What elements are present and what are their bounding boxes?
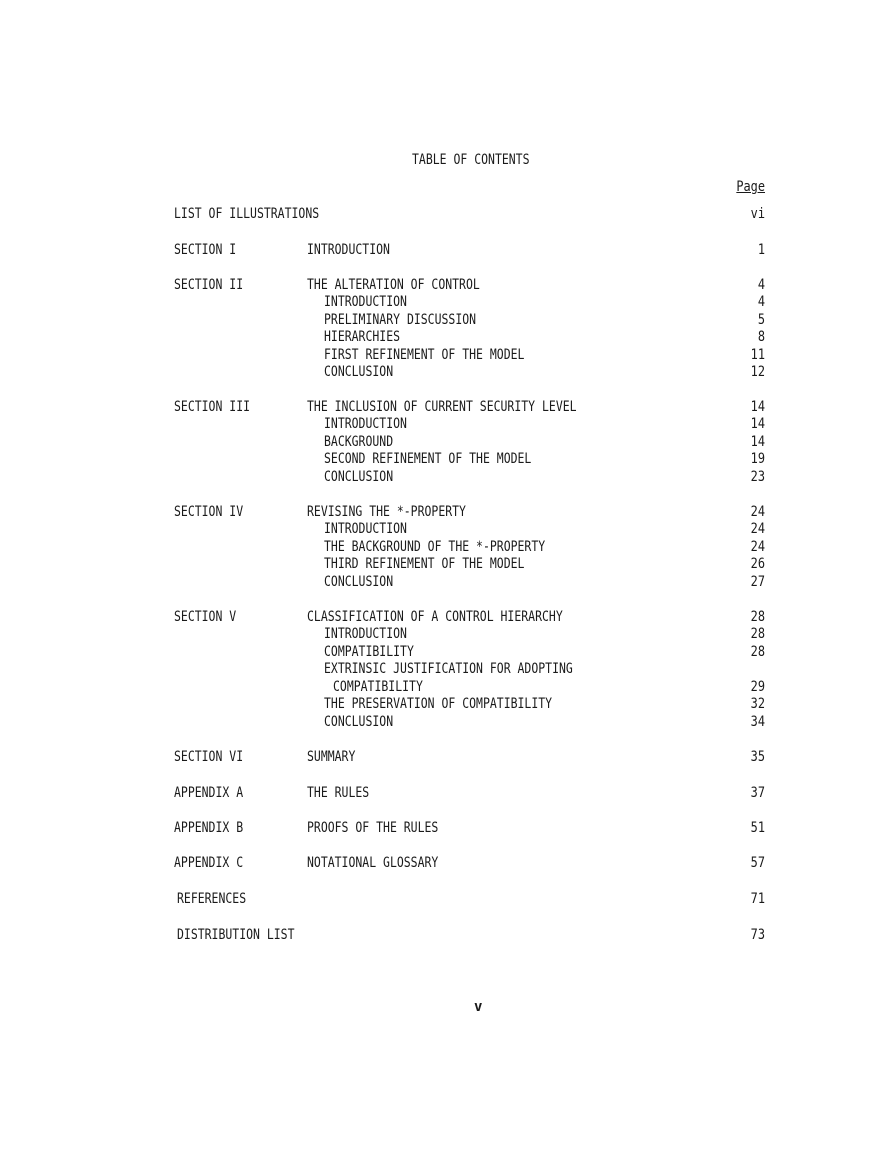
section-title: SUMMARY	[307, 749, 356, 765]
subsection-title: SECOND REFINEMENT OF THE MODEL	[324, 451, 532, 467]
subsection-title: THE BACKGROUND OF THE *-PROPERTY	[324, 539, 546, 555]
subsection-page: 24	[750, 539, 765, 555]
page-number: v	[474, 999, 483, 1015]
page-title: TABLE OF CONTENTS	[412, 152, 530, 168]
subsection-title: PRELIMINARY DISCUSSION	[324, 312, 477, 328]
toc-entry-page: 71	[750, 891, 765, 907]
section-page: 28	[750, 609, 765, 625]
subsection-page: 27	[750, 574, 765, 590]
subsection-page: 23	[750, 469, 765, 485]
appendix-label: APPENDIX C	[174, 855, 244, 871]
subsection-title: CONCLUSION	[324, 364, 394, 380]
subsection-title: HIERARCHIES	[324, 329, 401, 345]
subsection-page: 12	[750, 364, 765, 380]
appendix-title: PROOFS OF THE RULES	[307, 820, 439, 836]
subsection-page: 11	[750, 347, 765, 363]
subsection-title: INTRODUCTION	[324, 626, 407, 642]
appendix-title: THE RULES	[307, 785, 370, 801]
section-title: THE ALTERATION OF CONTROL	[307, 277, 480, 293]
toc-entry-page: vi	[750, 206, 765, 222]
appendix-title: NOTATIONAL GLOSSARY	[307, 855, 439, 871]
section-title: THE INCLUSION OF CURRENT SECURITY LEVEL	[307, 399, 577, 415]
section-label: SECTION IV	[174, 504, 244, 520]
appendix-label: APPENDIX A	[174, 785, 244, 801]
section-page: 35	[750, 749, 765, 765]
section-title: REVISING THE *-PROPERTY	[307, 504, 466, 520]
section-page: 24	[750, 504, 765, 520]
subsection-page: 19	[750, 451, 765, 467]
subsection-page: 14	[750, 416, 765, 432]
subsection-title: CONCLUSION	[324, 469, 394, 485]
subsection-page: 28	[750, 644, 765, 660]
toc-entry-label: DISTRIBUTION LIST	[177, 927, 295, 943]
section-label: SECTION VI	[174, 749, 244, 765]
section-label: SECTION V	[174, 609, 237, 625]
appendix-page: 37	[750, 785, 765, 801]
subsection-title: CONCLUSION	[324, 714, 394, 730]
section-label: SECTION II	[174, 277, 244, 293]
page-column-header: Page	[736, 179, 765, 195]
section-title: CLASSIFICATION OF A CONTROL HIERARCHY	[307, 609, 563, 625]
subsection-title: CONCLUSION	[324, 574, 394, 590]
subsection-title: COMPATIBILITY	[324, 644, 414, 660]
subsection-title-continued: COMPATIBILITY	[333, 679, 423, 695]
toc-entry-page: 73	[750, 927, 765, 943]
appendix-label: APPENDIX B	[174, 820, 244, 836]
subsection-page: 8	[757, 329, 765, 345]
section-title: INTRODUCTION	[307, 242, 390, 258]
subsection-page: 28	[750, 626, 765, 642]
toc-entry-label: REFERENCES	[177, 891, 247, 907]
subsection-title: THIRD REFINEMENT OF THE MODEL	[324, 556, 525, 572]
appendix-page: 57	[750, 855, 765, 871]
subsection-page: 14	[750, 434, 765, 450]
subsection-page: 24	[750, 521, 765, 537]
subsection-title: EXTRINSIC JUSTIFICATION FOR ADOPTING	[324, 661, 573, 677]
toc-entry-label: LIST OF ILLUSTRATIONS	[174, 206, 320, 222]
section-page: 4	[757, 277, 765, 293]
subsection-title: INTRODUCTION	[324, 294, 407, 310]
subsection-title: INTRODUCTION	[324, 521, 407, 537]
subsection-page: 4	[757, 294, 765, 310]
subsection-page: 34	[750, 714, 765, 730]
subsection-page: 29	[750, 679, 765, 695]
appendix-page: 51	[750, 820, 765, 836]
subsection-page: 32	[750, 696, 765, 712]
section-label: SECTION III	[174, 399, 251, 415]
subsection-title: FIRST REFINEMENT OF THE MODEL	[324, 347, 525, 363]
section-page: 1	[757, 242, 765, 258]
subsection-title: BACKGROUND	[324, 434, 394, 450]
section-page: 14	[750, 399, 765, 415]
subsection-title: THE PRESERVATION OF COMPATIBILITY	[324, 696, 553, 712]
subsection-page: 5	[757, 312, 765, 328]
subsection-page: 26	[750, 556, 765, 572]
subsection-title: INTRODUCTION	[324, 416, 407, 432]
section-label: SECTION I	[174, 242, 237, 258]
